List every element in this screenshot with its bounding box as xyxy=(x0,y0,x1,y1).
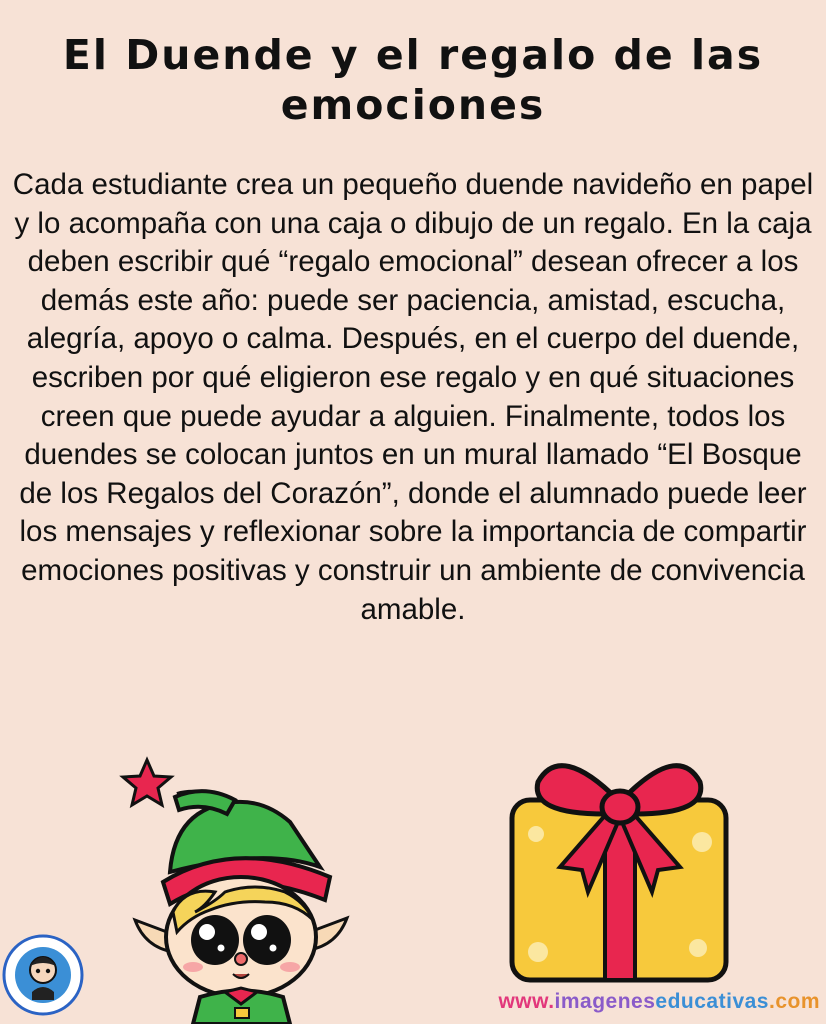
website-part: imagenes xyxy=(554,990,656,1013)
website-part: .com xyxy=(768,990,820,1013)
website-url[interactable] xyxy=(498,990,820,1014)
activity-description: Cada estudiante crea un pequeño duende navideño en papel y lo acompaña con una caja o dibujo de un regalo. En la caja deben escribir qué “regalo emocional” desean ofrecer a los demás este año: puede ser paciencia, amistad, escucha, alegría, apoyo o calma. Después, en el cuerpo del duende, escriben por qué eligieron ese regalo y en qué situaciones creen que puede ayudar a alguien. Finalmente, todos los duendes se colocan juntos en un mural llamado “El Bosque de los Regalos del Corazón”, donde el alumnado puede leer los mensajes y reflexionar sobre la importancia de compartir emociones positivas y construir un ambiente de convivencia amable. xyxy=(12,168,814,626)
gift-box-illustration xyxy=(500,752,740,987)
elf-illustration xyxy=(115,752,360,1024)
star-icon xyxy=(123,760,171,805)
page-title: El Duende y el regalo de las emociones xyxy=(62,31,764,129)
website-part: educativas xyxy=(655,990,769,1013)
website-part: www. xyxy=(498,990,555,1013)
logo-badge-icon xyxy=(2,934,84,1016)
